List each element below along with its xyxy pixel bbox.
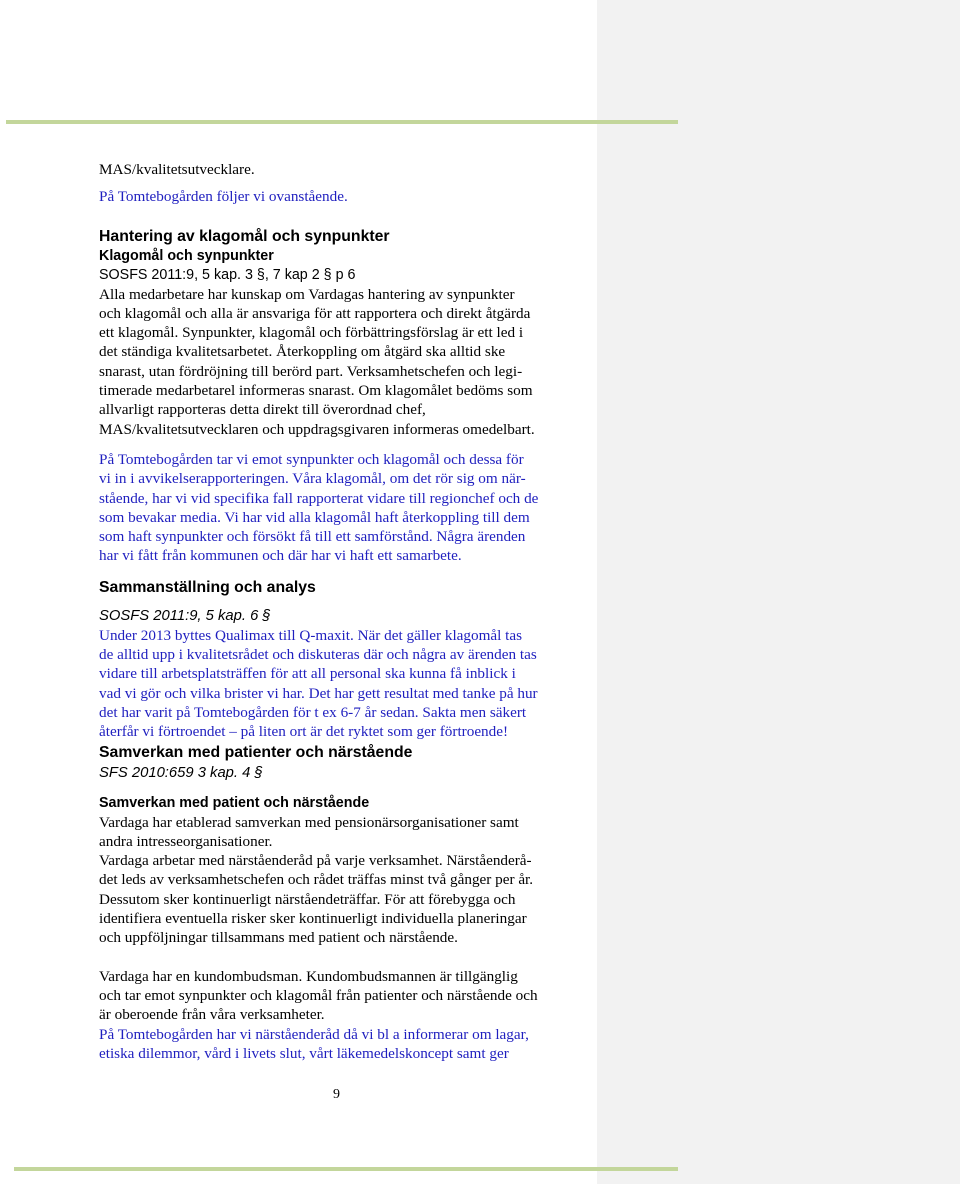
side-margin — [597, 0, 960, 1184]
text-line: ett klagomål. Synpunkter, klagomål och förbättringsförslag är ett led i — [99, 324, 524, 342]
page-number: 9 — [333, 1087, 340, 1102]
text-line: På Tomtebogården har vi närståenderåd då vi bl a informerar om lagar, — [99, 1025, 529, 1043]
text-line: Alla medarbetare har kunskap om Vardagas hantering av synpunkter — [99, 285, 515, 303]
section-heading: Sammanställning och analys — [99, 578, 316, 596]
text-line: som haft synpunkter och försökt få till ett samförstånd. Några ärenden — [99, 528, 526, 546]
law-reference: SOSFS 2011:9, 5 kap. 3 §, 7 kap 2 § p 6 — [99, 266, 356, 283]
text-line: identifiera eventuella risker sker kontinuerligt individuella planeringar — [99, 910, 527, 928]
text-line: andra intresseorganisationer. — [99, 832, 273, 850]
subheading: Klagomål och synpunkter — [99, 247, 274, 264]
text-line: de alltid upp i kvalitetsrådet och diskuteras där och några av ärenden tas — [99, 646, 537, 664]
law-reference: SFS 2010:659 3 kap. 4 § — [99, 764, 263, 781]
text-line: snarast, utan fördröjning till berörd part. Verksamhetschefen och legi- — [99, 362, 523, 380]
paragraph-tomtebogarden — [99, 626, 599, 742]
text-line: återfår vi förtroendet – på liten ort är det ryktet som ger förtroende! — [99, 723, 509, 741]
text-line: MAS/kvalitetsutvecklaren och uppdragsgivaren informeras omedelbart. — [99, 420, 535, 438]
paragraph — [99, 285, 599, 439]
text-line: vidare till arbetsplatsträffen för att all personal ska kunna få inblick i — [99, 665, 516, 683]
text-line: timerade medarbetarel informeras snarast. Om klagomålet bedöms som — [99, 382, 533, 400]
text-line: På Tomtebogården tar vi emot synpunkter och klagomål och dessa för — [99, 450, 524, 468]
text-line: som bevakar media. Vi har vid alla klagomål haft återkoppling till dem — [99, 508, 530, 526]
text-line: och uppföljningar tillsammans med patient och närstående. — [99, 929, 458, 947]
text-line: Vardaga har en kundombudsman. Kundombudsmannen är tillgänglig — [99, 967, 518, 985]
text-line: MAS/kvalitetsutvecklare. — [99, 161, 255, 178]
text-line: etiska dilemmor, vård i livets slut, vårt läkemedelskoncept samt ger — [99, 1044, 509, 1062]
subheading: Samverkan med patient och närstående — [99, 794, 370, 811]
text-line: Vardaga arbetar med närståenderåd på varje verksamhet. Närståenderå- — [99, 852, 532, 870]
text-line: Under 2013 byttes Qualimax till Q-maxit. När det gäller klagomål tas — [99, 626, 523, 644]
paragraph — [99, 813, 599, 948]
paragraph-tomtebogarden — [99, 450, 599, 566]
text-line: har vi fått från kommunen och där har vi haft ett samarbete. — [99, 547, 462, 565]
text-line: det har varit på Tomtebogården för t ex 6-7 år sedan. Sakta men säkert — [99, 703, 527, 721]
section-heading: Samverkan med patienter och närstående — [99, 743, 413, 761]
paragraph — [99, 967, 599, 1025]
document-content — [99, 160, 599, 1063]
text-line: Vardaga har etablerad samverkan med pensionärsorganisationer samt — [99, 813, 519, 831]
text-line: vi in i avvikelserapporteringen. Våra klagomål, om det rör sig om när- — [99, 470, 526, 488]
text-line: och tar emot synpunkter och klagomål från patienter och närstående och — [99, 986, 538, 1004]
text-line: Dessutom sker kontinuerligt närståendeträffar. För att förebygga och — [99, 890, 516, 908]
text-line: vad vi gör och vilka brister vi har. Det har gett resultat med tanke på hur — [99, 684, 538, 702]
text-line: är oberoende från våra verksamheter. — [99, 1006, 325, 1024]
text-line: allvarligt rapporteras detta direkt till överordnad chef, — [99, 401, 426, 419]
text-line: På Tomtebogården följer vi ovanstående. — [99, 188, 348, 206]
header-rule — [6, 120, 678, 124]
text-line: stående, har vi vid specifika fall rapporterat vidare till regionchef och de — [99, 489, 539, 507]
text-line: det leds av verksamhetschefen och rådet träffas minst två gånger per år. — [99, 871, 534, 889]
text-line: och klagomål och alla är ansvariga för att rapportera och direkt åtgärda — [99, 304, 531, 322]
section-heading: Hantering av klagomål och synpunkter — [99, 227, 390, 245]
footer-rule — [14, 1167, 678, 1171]
paragraph-tomtebogarden — [99, 1025, 599, 1064]
law-reference: SOSFS 2011:9, 5 kap. 6 § — [99, 607, 271, 624]
text-line: det ständiga kvalitetsarbetet. Återkoppling om åtgärd ska alltid ske — [99, 343, 506, 361]
